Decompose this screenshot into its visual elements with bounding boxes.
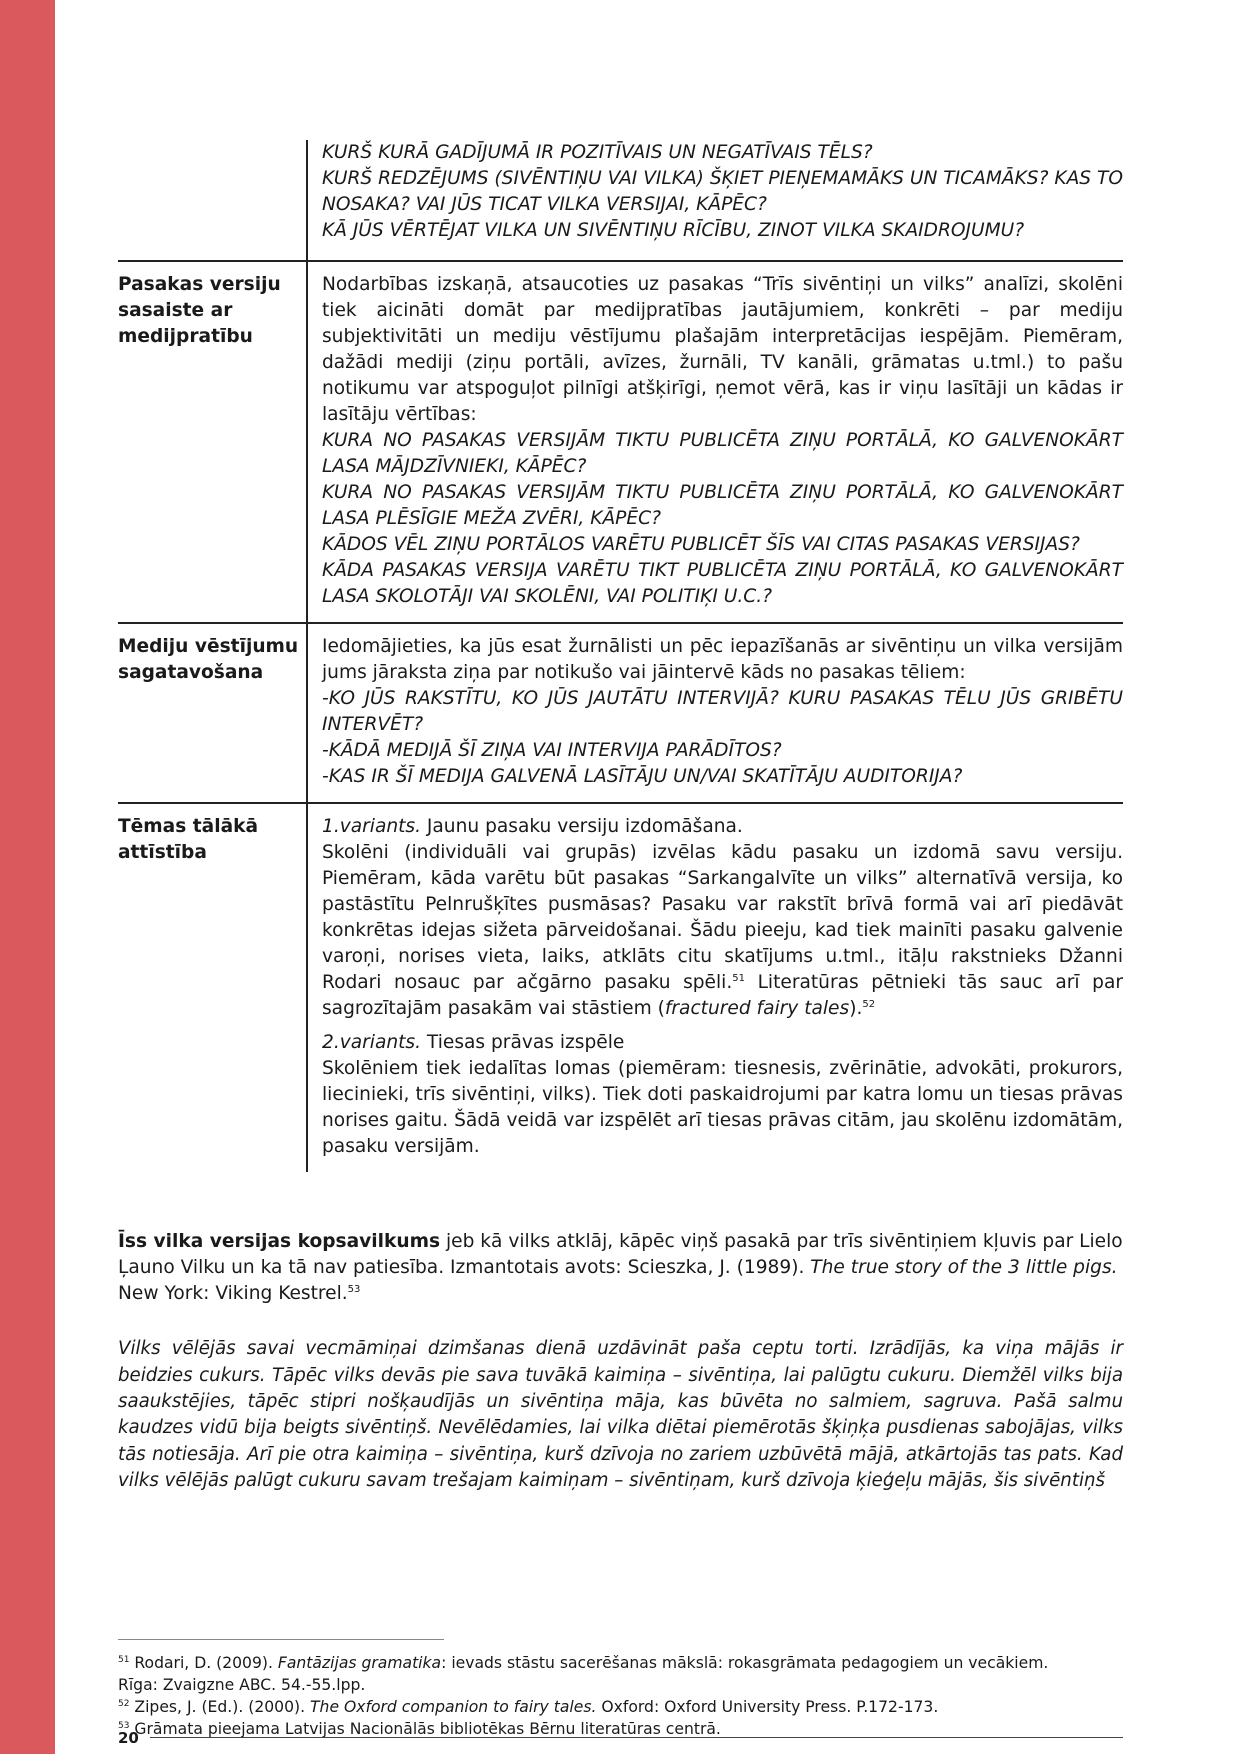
page-footer-rule bbox=[150, 1737, 1123, 1738]
footnote-number: 52 bbox=[118, 1699, 130, 1709]
summary-publisher: New York: Viking Kestrel. bbox=[118, 1282, 348, 1304]
footnote-title: The Oxford companion to fairy tales. bbox=[310, 1698, 597, 1716]
variant-text-cont: Literatūras pētnieki tās sauc arī par sagrozītajām pasakām vai stāstiem ( bbox=[322, 972, 1123, 1019]
row-label-empty bbox=[118, 140, 306, 260]
table-row-media-messages bbox=[118, 622, 1123, 802]
questions-cell bbox=[306, 140, 1123, 260]
page-number: 20 bbox=[118, 1729, 139, 1747]
question-line: KURŠ KURĀ GADĪJUMĀ IR POZITĪVAIS UN NEGATĪVAIS TĒLS? bbox=[322, 142, 873, 163]
question-line: KĀDA PASAKAS VERSIJA VARĒTU TIKT PUBLICĒTA ZIŅU PORTĀLĀ, KO GALVENOKĀRT LASA SKOLOTĀJI VAI SKOLĒNI, VAI POLITIĶI U.C.? bbox=[322, 560, 1123, 607]
table-row-development bbox=[118, 802, 1123, 1172]
row-content bbox=[306, 624, 1123, 802]
variant-heading bbox=[322, 814, 1123, 840]
footnote-51-cont: Rīga: Zvaigzne ABC. 54.-55.lpp. bbox=[118, 1676, 366, 1694]
footnote-text: : ievads stāstu sacerēšanas mākslā: rokasgrāmata pedagogiem un vecākiem. bbox=[441, 1654, 1049, 1672]
row-label: Mediju vēstījumu sagatavošana bbox=[118, 636, 299, 683]
row-content bbox=[306, 804, 1123, 1172]
footnote-ref: 51 bbox=[732, 973, 745, 984]
paragraph: Skolēniem tiek iedalītas lomas (piemēram: tiesnesis, zvērinātie, advokāti, prokurors, liecinieki, trīs sivēntiņi, vilks). Tiek doti paskaidrojumi par katra lomu un tiesas prāvas norises gaitu. Šādā veidā var izspēlēt arī tiesas prāvas citām, jau skolēnu izdomātām, pasaku versijām. bbox=[322, 1058, 1123, 1157]
question-line: KURŠ REDZĒJUMS (SIVĒNTIŅU VAI VILKA) ŠĶIET PIEŅEMAMĀKS UN TICAMĀKS? KAS TO NOSAKA? VAI JŪS TICAT VILKA VERSIJAI, KĀPĒC? bbox=[322, 168, 1123, 215]
question-line: -KĀDĀ MEDIJĀ ŠĪ ZIŅA VAI INTERVIJA PARĀDĪTOS? bbox=[322, 740, 782, 761]
question-line: -KAS IR ŠĪ MEDIJA GALVENĀ LASĪTĀJU UN/VAI SKATĪTĀJU AUDITORIJA? bbox=[322, 766, 963, 787]
footnote-text: Rodari, D. (2009). bbox=[129, 1654, 278, 1672]
footnote-number: 51 bbox=[118, 1655, 130, 1665]
side-color-bar bbox=[0, 0, 55, 1754]
row-label: Pasakas versiju sasaiste ar medijpratību bbox=[118, 274, 281, 347]
table-row-questions bbox=[118, 140, 1123, 260]
activity-table bbox=[118, 140, 1123, 1172]
footnote-52 bbox=[118, 1696, 1123, 1718]
footnote-text: Grāmata pieejama Latvijas Nacionālās bibliotēkas Bērnu literatūras centrā. bbox=[129, 1720, 721, 1738]
question-line: KURA NO PASAKAS VERSIJĀM TIKTU PUBLICĒTA ZIŅU PORTĀLĀ, KO GALVENOKĀRT LASA MĀJDZĪVNIEKI, KĀPĒC? bbox=[322, 430, 1123, 477]
paragraph bbox=[322, 840, 1123, 1022]
paragraph: Nodarbības izskaņā, atsaucoties uz pasakas “Trīs sivēntiņi un vilks” analīzi, skolēni tiek aicināti domāt par medijpratības jautājumiem, konkrēti – par mediju subjektivitāti un mediju vēstījumu plašajām interpretācijas iespējām. Piemēram, dažādi mediji (ziņu portāli, avīzes, žurnāli, TV kanāli, grāmatas u.tml.) to pašu notikumu var atspoguļot pilnīgi atšķirīgi, ņemot vērā, kas ir viņu lasītāji un kādas ir lasītāju vērtības: bbox=[322, 274, 1123, 425]
footnote-ref: 53 bbox=[347, 1283, 361, 1295]
paragraph: Iedomājieties, ka jūs esat žurnālisti un pēc iepazīšanās ar sivēntiņu un vilka versijām jums jāraksta ziņa par notikušo vai jāintervē kāds no pasakas tēliem: bbox=[322, 636, 1123, 683]
footnote-divider bbox=[118, 1639, 444, 1640]
spacer bbox=[322, 1022, 1123, 1030]
summary-text: jeb kā vilks atklāj, kāpēc viņš pasakā par trīs sivēntiņiem kļuvis par Lielo Ļauno Vilku un ka tā nav patiesība. Izmantotais avots: Scieszka, J. (1989). bbox=[118, 1230, 1123, 1278]
variant-name: Jaunu pasaku versiju izdomāšana. bbox=[421, 816, 743, 837]
variant-text: Skolēni (individuāli vai grupās) izvēlas kādu pasaku un izdomā savu versiju. Piemēram, kāda varētu būt pasakas “Sarkangalvīte un vilks” alternatīvā versija, ko pastāstītu Pelnrušķītes pusmāsas? Pasaku var rakstīt brīvā formā vai arī piedāvāt konkrētas idejas sižeta pārveidošanai. Šādu pieeju, kad tiek mainīti pasaku galvenie varoņi, norises vieta, laiks, atklāts citu skatījums u.tml., itāļu rakstnieks Džanni Rodari nosauc par ačgārno pasaku spēli. bbox=[322, 842, 1123, 993]
footnote-ref: 52 bbox=[862, 999, 876, 1010]
variant-text-end: ). bbox=[849, 998, 863, 1019]
footnote-text: Oxford: Oxford University Press. P.172-173. bbox=[596, 1698, 939, 1716]
summary-heading: Īss vilka versijas kopsavilkums bbox=[118, 1230, 441, 1252]
question-line: KĀ JŪS VĒRTĒJAT VILKA UN SIVĒNTIŅU RĪCĪBU, ZINOT VILKA SKAIDROJUMU? bbox=[322, 220, 1025, 241]
variant-number: 2.variants. bbox=[322, 1032, 422, 1053]
book-title: The true story of the 3 little pigs. bbox=[810, 1256, 1118, 1278]
variant-heading bbox=[322, 1030, 1123, 1056]
row-label: Tēmas tālākā attīstība bbox=[118, 816, 259, 863]
footnote-51 bbox=[118, 1652, 1123, 1674]
question-line: KĀDOS VĒL ZIŅU PORTĀLOS VARĒTU PUBLICĒT ŠĪS VAI CITAS PASAKAS VERSIJAS? bbox=[322, 534, 1080, 555]
variant-name: Tiesas prāvas izspēle bbox=[421, 1032, 625, 1053]
question-line: -KO JŪS RAKSTĪTU, KO JŪS JAUTĀTU INTERVIJĀ? KURU PASAKAS TĒLU JŪS GRIBĒTU INTERVĒT? bbox=[322, 688, 1123, 735]
footnote-text: Zipes, J. (Ed.). (2000). bbox=[129, 1698, 311, 1716]
footnotes bbox=[118, 1652, 1123, 1740]
story-paragraph: Vilks vēlējās savai vecmāmiņai dzimšanas dienā uzdāvināt paša ceptu torti. Izrādījās, ka viņa mājās ir beidzies cukurs. Tāpēc vilks devās pie sava tuvākā kaimiņa – sivēntiņa, lai palūgtu cukuru. Diemžēl vilks bija saaukstējies, tāpēc stipri nošķaudījās un sivēntiņa māja, kas būvēta no salmiem, sagruva. Pašā salmu kaudzes vidū bija beigts sivēntiņš. Nevēlēdamies, lai vilka diētai piemērotās šķiņķa pusdienas sabojājas, vilks tās notiesāja. Arī pie otra kaimiņa – sivēntiņa, kurš dzīvoja no zariem uzbūvētā mājā, atkārtojās tas pats. Kad vilks vēlējās palūgt cukuru savam trešajam kaimiņam – sivēntiņam, kurš dzīvoja ķieģeļu mājās, šis sivēntiņš bbox=[118, 1338, 1123, 1492]
italic-term: fractured fairy tales bbox=[664, 998, 850, 1019]
table-row-media-literacy bbox=[118, 260, 1123, 622]
question-line: KURA NO PASAKAS VERSIJĀM TIKTU PUBLICĒTA ZIŅU PORTĀLĀ, KO GALVENOKĀRT LASA PLĒSĪGIE MEŽA ZVĒRI, KĀPĒC? bbox=[322, 482, 1123, 529]
row-content bbox=[306, 262, 1123, 622]
footnote-number: 53 bbox=[118, 1721, 130, 1731]
variant-number: 1.variants. bbox=[322, 816, 422, 837]
footnote-title: Fantāzijas gramatika bbox=[277, 1654, 442, 1672]
summary-paragraph bbox=[118, 1229, 1123, 1307]
